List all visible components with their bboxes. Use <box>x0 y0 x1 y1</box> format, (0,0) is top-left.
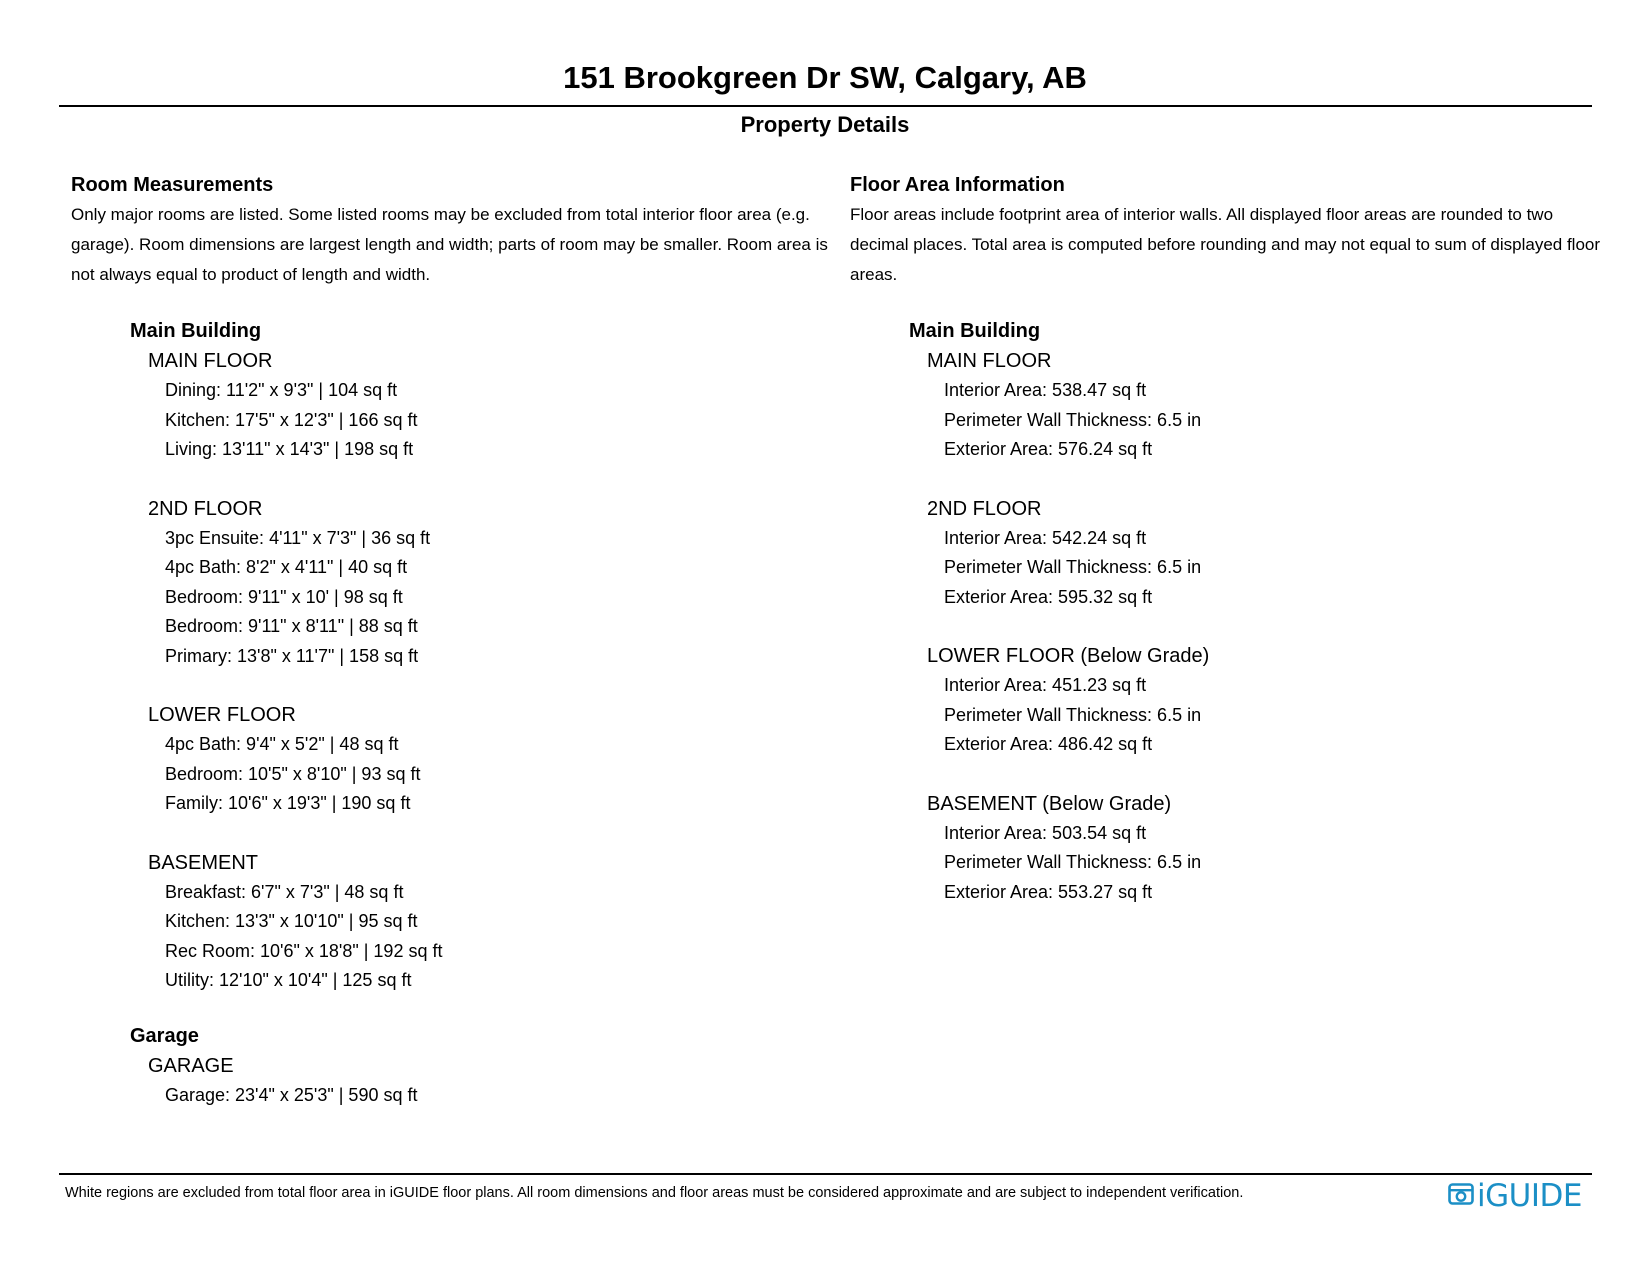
camera-icon <box>1448 1181 1474 1212</box>
area-item: Perimeter Wall Thickness: 6.5 in <box>944 704 1202 725</box>
building-garage <box>130 1021 831 1111</box>
area-item: Perimeter Wall Thickness: 6.5 in <box>944 557 1202 577</box>
area-item: Interior Area: 451.23 sq ft <box>944 675 1147 695</box>
page-subtitle: Property Details <box>740 112 910 137</box>
room-item: Kitchen: 17'5" x 12'3" | 166 sq ft <box>165 409 418 430</box>
page-title: 151 Brookgreen Dr SW, Calgary, AB <box>563 60 1087 95</box>
room-item: 4pc Bath: 8'2" x 4'11" | 40 sq ft <box>165 557 408 577</box>
floor-lower <box>927 641 1610 760</box>
area-item: Interior Area: 538.47 sq ft <box>944 380 1147 400</box>
building-main <box>130 316 831 996</box>
area-item: Interior Area: 542.24 sq ft <box>944 527 1147 548</box>
floor-area-section <box>850 172 1610 936</box>
room-item: Primary: 13'8" x 11'7" | 158 sq ft <box>165 645 419 666</box>
room-item: Bedroom: 10'5" x 8'10" | 93 sq ft <box>165 763 421 784</box>
area-item: Perimeter Wall Thickness: 6.5 in <box>944 852 1202 872</box>
floor-name: BASEMENT <box>148 851 259 874</box>
room-item: Bedroom: 9'11" x 8'11" | 88 sq ft <box>165 616 418 636</box>
area-item: Exterior Area: 595.32 sq ft <box>944 586 1153 607</box>
floor-main <box>148 346 831 465</box>
room-item: Bedroom: 9'11" x 10' | 98 sq ft <box>165 586 403 607</box>
floor-name: BASEMENT (Below Grade) <box>927 792 1172 815</box>
building-title: Garage <box>130 1024 199 1047</box>
floor-basement <box>148 848 831 996</box>
floor-name: MAIN FLOOR <box>148 350 273 372</box>
room-item: 3pc Ensuite: 4'11" x 7'3" | 36 sq ft <box>165 527 431 548</box>
header-divider <box>59 105 1592 107</box>
room-measurements-description: Only major rooms are listed. Some listed rooms may be excluded from total interior floor area (e.g. garage). Room dimensions are largest length and width; parts of room may be smaller. Room area is not always equal to product of length and width. <box>71 205 828 284</box>
floor-main <box>927 346 1610 465</box>
room-item: Utility: 12'10" x 10'4" | 125 sq ft <box>165 970 412 990</box>
floor-area-heading: Floor Area Information <box>850 174 1065 196</box>
floor-garage <box>148 1051 831 1111</box>
iguide-logo <box>1448 1178 1582 1214</box>
floor-name: LOWER FLOOR <box>148 704 296 726</box>
building-title: Main Building <box>130 320 262 342</box>
room-measurements-heading: Room Measurements <box>71 174 274 196</box>
building-main <box>909 316 1610 907</box>
room-measurements-section <box>71 172 831 1139</box>
room-item: Breakfast: 6'7" x 7'3" | 48 sq ft <box>165 881 404 902</box>
room-item: 4pc Bath: 9'4" x 5'2" | 48 sq ft <box>165 734 399 754</box>
floor-name: 2ND FLOOR <box>148 497 263 520</box>
footer-note: White regions are excluded from total floor area in iGUIDE floor plans. All room dimensions and floor areas must be considered approximate and are subject to independent verification. <box>65 1185 1244 1201</box>
floor-name: 2ND FLOOR <box>927 497 1042 520</box>
area-item: Exterior Area: 576.24 sq ft <box>944 439 1153 459</box>
area-item: Perimeter Wall Thickness: 6.5 in <box>944 409 1202 430</box>
floor-2nd <box>927 494 1610 613</box>
floor-name: MAIN FLOOR <box>927 350 1052 372</box>
room-item: Living: 13'11" x 14'3" | 198 sq ft <box>165 439 414 459</box>
floor-name: LOWER FLOOR (Below Grade) <box>927 645 1210 667</box>
floor-lower <box>148 700 831 819</box>
floor-area-description: Floor areas include footprint area of interior walls. All displayed floor areas are rounded to two decimal places. Total area is computed before rounding and may not equal to sum of displayed floor areas. <box>850 205 1601 284</box>
building-title: Main Building <box>909 320 1041 342</box>
room-item: Family: 10'6" x 19'3" | 190 sq ft <box>165 793 411 813</box>
area-item: Interior Area: 503.54 sq ft <box>944 822 1147 843</box>
room-item: Dining: 11'2" x 9'3" | 104 sq ft <box>165 380 398 400</box>
area-item: Exterior Area: 553.27 sq ft <box>944 881 1153 902</box>
floor-2nd <box>148 494 831 672</box>
room-item: Kitchen: 13'3" x 10'10" | 95 sq ft <box>165 911 418 931</box>
room-item: Garage: 23'4" x 25'3" | 590 sq ft <box>165 1084 418 1105</box>
footer-divider <box>59 1173 1592 1175</box>
floor-name: GARAGE <box>148 1054 234 1077</box>
room-item: Rec Room: 10'6" x 18'8" | 192 sq ft <box>165 940 443 961</box>
floor-basement <box>927 789 1610 908</box>
logo-text: iGUIDE <box>1477 1178 1582 1214</box>
area-item: Exterior Area: 486.42 sq ft <box>944 734 1153 754</box>
